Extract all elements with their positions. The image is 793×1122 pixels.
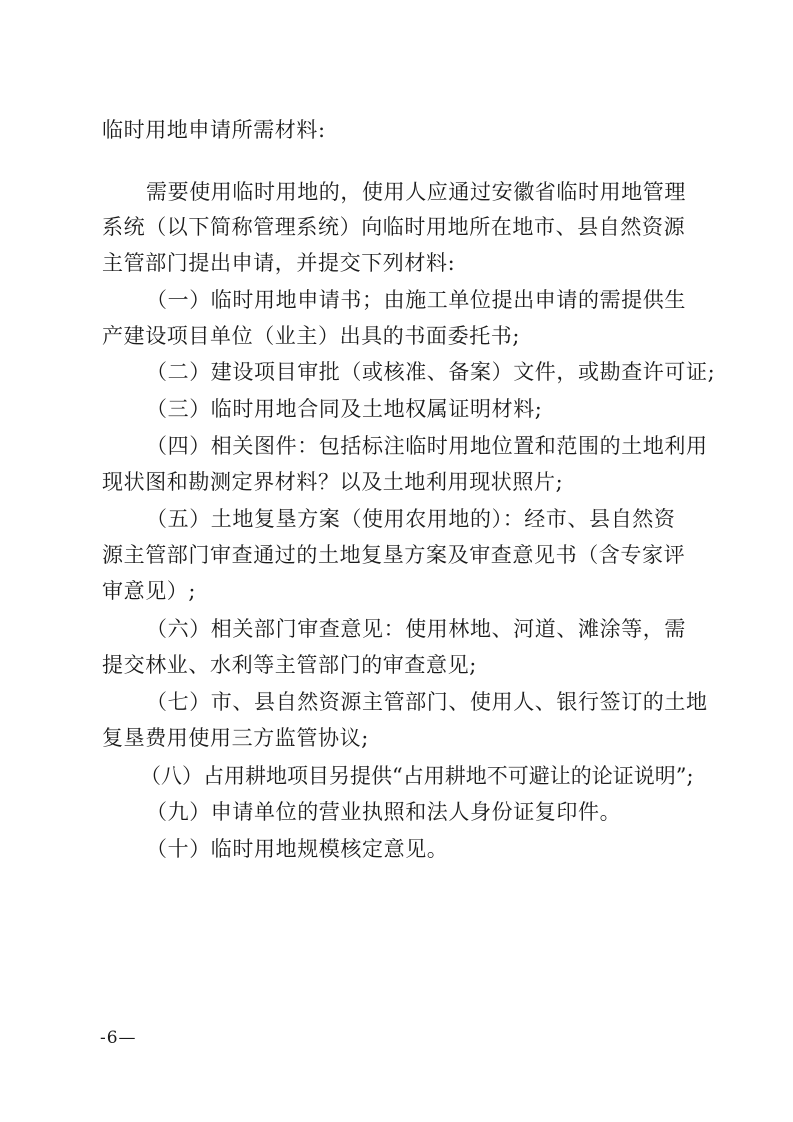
list-item-6-cont: 提交林业、水利等主管部门的审查意见;	[102, 653, 477, 677]
paragraph-line: 主管部门提出申请，并提交下列材料:	[102, 251, 456, 275]
list-item-4: （四）相关图件：包括标注临时用地位置和范围的土地利用	[146, 434, 708, 458]
list-item-10: （十）临时用地规模核定意见。	[146, 837, 449, 861]
list-item-8: （八）占用耕地项目另提供“占用耕地不可避让的论证说明”;	[140, 764, 694, 788]
list-item-1: （一）临时用地申请书；由施工单位提出申请的需提供生	[146, 288, 686, 312]
list-item-2: （二）建设项目审批（或核准、备案）文件，或勘查许可证;	[146, 360, 716, 384]
page-number: -6—	[100, 1028, 137, 1048]
paragraph-line: 系统（以下简称管理系统）向临时用地所在地市、县自然资源	[102, 215, 686, 239]
list-item-4-cont: 现状图和勘测定界材料？以及土地利用现状照片;	[102, 470, 564, 494]
paragraph-line: 需要使用临时用地的，使用人应通过安徽省临时用地管理	[146, 180, 686, 204]
list-item-5: （五）土地复垦方案（使用农用地的）：经市、县自然资	[146, 507, 676, 531]
list-item-9: （九）申请单位的营业执照和法人身份证复印件。	[146, 800, 622, 824]
document-heading: 临时用地申请所需材料:	[102, 118, 326, 142]
list-item-3: （三）临时用地合同及土地权属证明材料;	[146, 397, 543, 421]
list-item-6: （六）相关部门审查意见：使用林地、河道、滩涂等，需	[146, 617, 686, 641]
list-item-7-cont: 复垦费用使用三方监管协议;	[102, 726, 369, 750]
list-item-1-cont: 产建设项目单位（业主）出具的书面委托书;	[102, 324, 521, 348]
list-item-7: （七）市、县自然资源主管部门、使用人、银行签订的土地	[146, 690, 708, 714]
list-item-5-cont: 源主管部门审查通过的土地复垦方案及审查意见书（含专家评	[102, 543, 686, 567]
list-item-5-cont: 审意见）;	[102, 579, 197, 603]
